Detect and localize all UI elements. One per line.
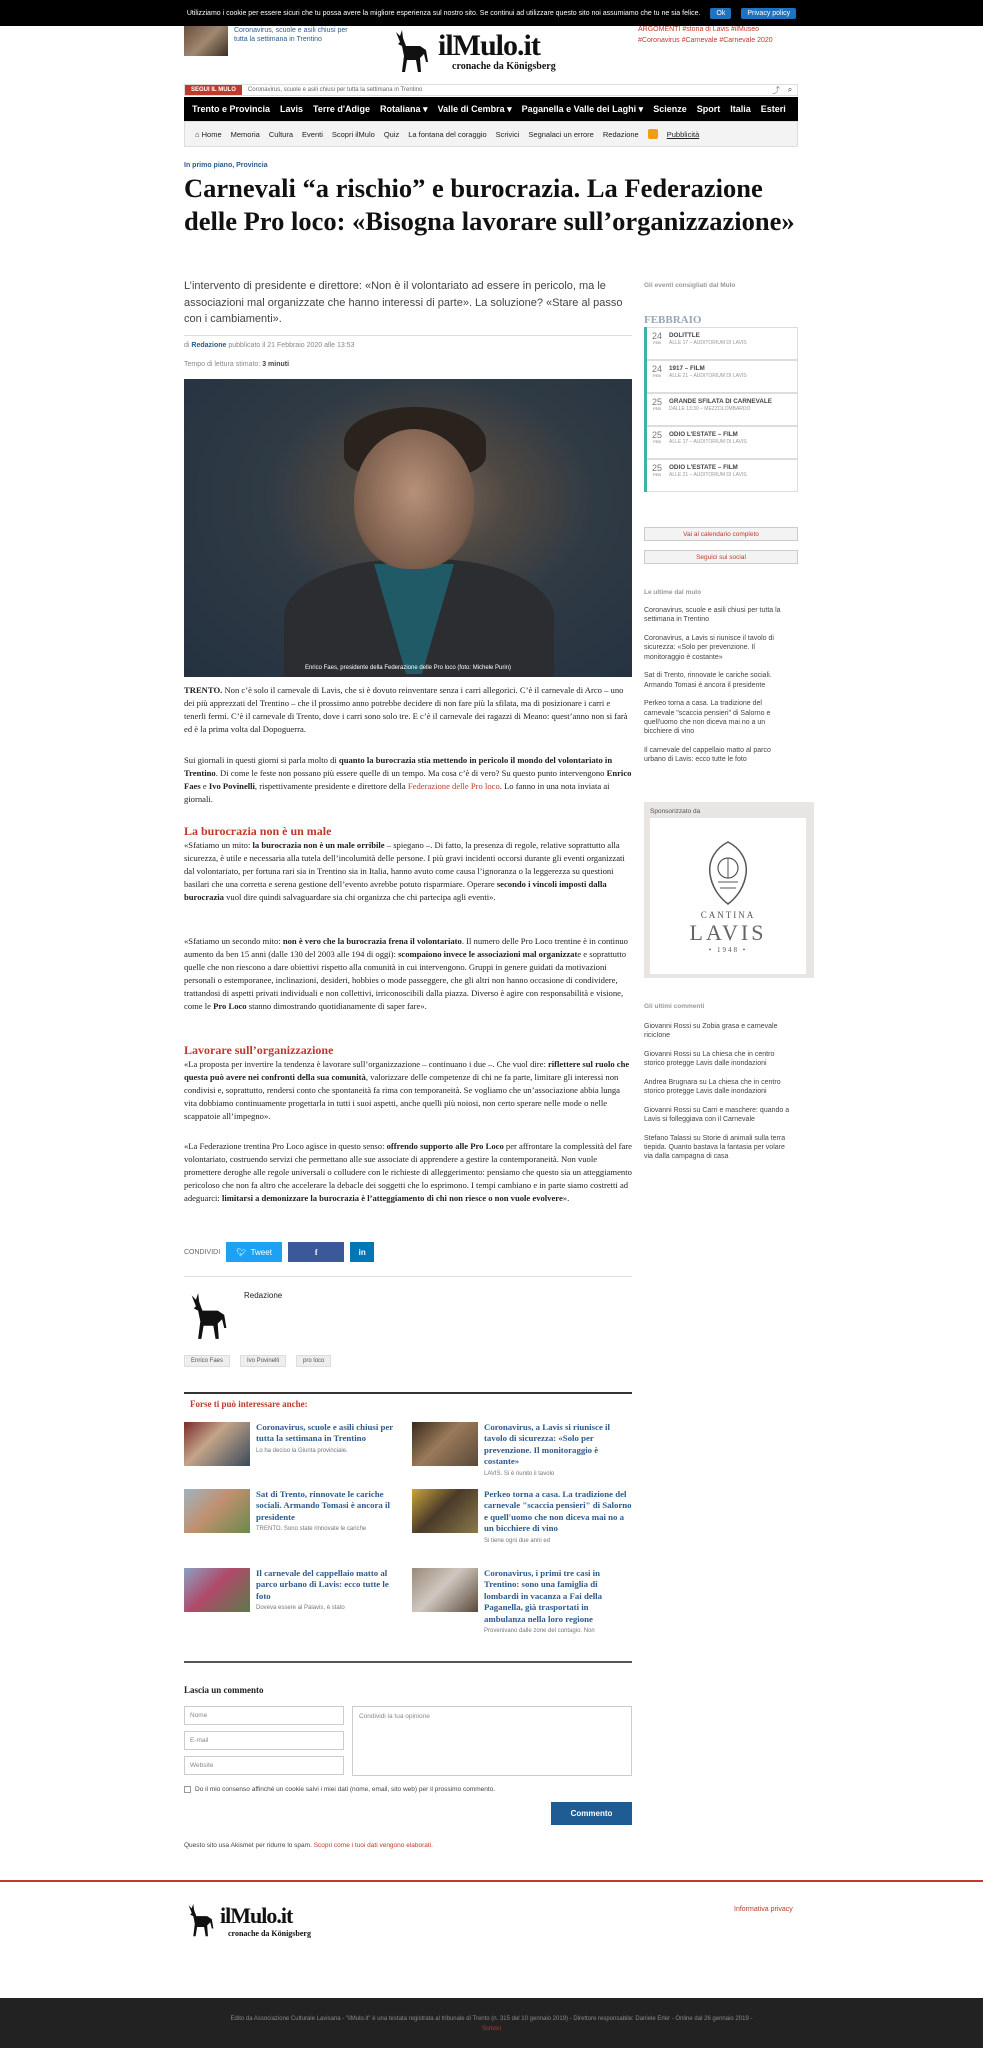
latest-item[interactable]: Coronavirus, scuole e asili chiusi per tutta la settimana in Trentino xyxy=(644,607,781,624)
arguments-label: ARGOMENTI xyxy=(638,26,681,33)
event-day: 24 xyxy=(651,331,662,341)
p4-bold-f: Pro Loco xyxy=(213,1001,247,1012)
p4-text-e: e e soprattutto quelle che non riescono a dare obiettivi rispetto alla comunità in cui intervengono. Gruppi in genere guidati da motivazioni personali o estemporanee, inclinazioni, desideri, hobbies o mode passeggere, che gli altri non hanno occasione di condividere, trattandosi di aspetti privati individuali e non collettivi, irriconoscibili dalla piazza. Diverso è agire con responsabilità e visione, come le xyxy=(184,949,627,1012)
category-breadcrumb xyxy=(184,162,268,169)
p2-bold-f: Ivo Povinelli xyxy=(208,781,255,792)
nav-item-lavis[interactable]: Lavis xyxy=(280,104,304,114)
footer-legal-text: Edito da Associazione Culturale Lavisana - "ilMulo.it" è una testata registrata al tribunale di Trento (n. 315 del 10 gennaio 2019) - Direttore responsabile: Daniele Erler - Online dal 26 gennaio 2019 - xyxy=(230,2016,753,2022)
p6-bold-d: limitarsi a demonizzare la burocrazia è l’atteggiamento di chi non riesce o non vuole evolvere xyxy=(221,1193,563,1204)
main-navigation xyxy=(184,97,798,121)
events-month: FEBBRAIO xyxy=(644,314,702,326)
event-item[interactable] xyxy=(647,393,798,426)
tweet-button[interactable] xyxy=(226,1242,282,1262)
event-month-abbr: FEB xyxy=(653,472,661,477)
tweet-label: Tweet xyxy=(250,1247,272,1257)
tag-ivo-povinelli[interactable]: Ivo Povinelli xyxy=(240,1355,286,1367)
privacy-link[interactable]: Informativa privacy xyxy=(734,1906,793,1913)
nav-item-sport[interactable]: Sport xyxy=(696,104,721,114)
sponsor-box xyxy=(644,802,814,978)
social-button[interactable]: Seguici sui social xyxy=(644,550,798,564)
p4-text-g: stanno dimostrando quotidianamente di saper fare». xyxy=(246,1001,427,1012)
footer-logo-name: ilMulo.it xyxy=(220,1902,293,1928)
event-item[interactable] xyxy=(647,459,798,492)
nav-item-esteri[interactable]: Esteri xyxy=(760,104,786,114)
recent-comment-item[interactable]: Giovanni Rossi su Carri e maschere: quando a Lavis si folleggiava con il Carnevale xyxy=(644,1106,790,1124)
photo-face-shape xyxy=(354,429,474,569)
p3-text-c: – spiegano –. Di fatto, la presenza di regole, relative soprattutto alla sicurezza, è utile e necessaria alla tutela dell’incolumità delle persone. I più gravi incidenti occorsi durante gli eventi organizzati dal volontariato, per fortuna rari sia in Trentino sia in Italia, hanno avuto come causa l’ignoranza o la leggerezza su questioni basilari che una corretta e serena gestione dell’evento avrebbe potuto risparmiare. Operare xyxy=(184,840,625,890)
pro-loco-link[interactable]: Federazione delle Pro loco xyxy=(407,781,500,792)
events-heading: Gli eventi consigliati dal Mulo xyxy=(644,282,736,289)
site-footer xyxy=(0,1880,983,1998)
latest-item[interactable]: Il carnevale del cappellaio matto al parco urbano di Lavis: ecco tutte le foto xyxy=(644,746,771,764)
latest-item[interactable]: Perkeo torna a casa. La tradizione del carnevale "scaccia pensieri" di Salorno e quell'uomo che non diceva mai no a un bicchiere di vino xyxy=(644,700,771,736)
event-day: 24 xyxy=(651,364,662,374)
footer-bottom-bar xyxy=(0,1998,983,2048)
p5-text-c: , valorizzare delle competenze di chi ne fa parte, limitare gli interessi non condivisi e, soprattutto, rendersi conto che spontaneità fa rima con temporaneità. Se vogliamo che un’associazione abbia lunga vita dobbiamo continuamente progettarla in tutti i suoi aspetti, anche quelli più noiosi, non certo sperare nelle mode o nelle scappatoie all’impegno». xyxy=(184,1072,620,1122)
sponsor-line-2: LAVIS xyxy=(689,920,767,945)
event-date xyxy=(651,365,663,378)
latest-heading: Le ultime dal mulo xyxy=(644,589,702,596)
paragraph-2 xyxy=(184,754,632,806)
category-link-primo-piano[interactable]: In primo piano, xyxy=(184,162,235,169)
event-subtitle: ALLE 17 – AUDITORIUM DI LAVIS xyxy=(669,340,747,347)
ticker-news[interactable]: Coronavirus, scuole e asili chiusi per tutta la settimana in Trentino xyxy=(247,87,423,93)
p4-text-a: «Sfatiamo un secondo mito: xyxy=(184,936,283,946)
ticker-label: SEGUI IL MULO xyxy=(185,85,242,95)
event-day: 25 xyxy=(651,463,662,473)
author-box xyxy=(184,1276,632,1336)
privacy-policy-button[interactable]: Privacy policy xyxy=(741,8,796,19)
comment-heading: Lascia un commento xyxy=(184,1685,264,1695)
event-date xyxy=(651,398,663,411)
article-meta xyxy=(184,342,354,349)
secondary-navigation xyxy=(184,121,798,147)
p2-text-c: . Di come le feste non possano più essere quelle di un tempo. Ma cosa c’è di vero? Su questo punto intervengono xyxy=(215,768,607,779)
paragraph-3 xyxy=(184,839,632,904)
sponsor-label: Sponsorizzato da xyxy=(650,808,701,815)
subnav-item-quiz[interactable]: Quiz xyxy=(383,129,400,139)
cookie-banner xyxy=(0,0,983,26)
related-title[interactable]: Coronavirus, i primi tre casi in Trentino: sono una famiglia di lombardi in vacanza a Fai della Paganella, già trasportati in ambulanza nella loro regione xyxy=(484,1568,603,1624)
news-ticker xyxy=(184,84,798,96)
related-snippet: LAVIS. Si è riunito il tavolo xyxy=(484,1470,555,1477)
paragraph-6 xyxy=(184,1140,632,1205)
p5-bold-b: riflettere sul ruolo che questa può avere nei confronti della sua comunità xyxy=(184,1059,630,1083)
related-title[interactable]: Perkeo torna a casa. La tradizione del carnevale "scaccia pensieri" di Salorno e quell'uomo che non diceva mai no a un bicchiere di vino xyxy=(484,1489,632,1534)
article-lead: L’intervento di presidente e direttore: «Non è il volontariato ad essere in pericolo, ma le associazioni mal organizzate che hanno interessi di parte». La soluzione? «Stare al passo con i cambiamenti». xyxy=(184,280,623,325)
akismet-link[interactable]: Scopri come i tuoi dati vengono elaborati. xyxy=(313,1842,433,1849)
linkedin-share-button[interactable] xyxy=(350,1242,374,1262)
arguments-tags-2[interactable]: #Coronavirus #Carnevale #Carnevale 2020 xyxy=(638,37,773,45)
event-title[interactable]: DOLITTLE xyxy=(669,332,700,339)
related-item[interactable] xyxy=(184,1489,404,1533)
logo-name: ilMulo.it xyxy=(438,28,540,62)
paragraph-1 xyxy=(184,684,632,736)
event-day: 25 xyxy=(651,397,662,407)
recent-comments-list xyxy=(644,1022,794,1171)
consent-checkbox[interactable] xyxy=(184,1786,191,1793)
author-avatar-icon xyxy=(184,1291,234,1341)
latest-item[interactable]: Sat di Trento, rinnovate le cariche sociali. Armando Tomasi è ancora il presidente xyxy=(644,672,772,689)
latest-item[interactable]: Coronavirus, a Lavis si riunisce il tavolo di sicurezza: «Solo per prevenzione. Il monitoraggio è costante» xyxy=(644,634,774,661)
dateline: TRENTO. xyxy=(184,685,223,695)
cookie-consent-checkbox-row[interactable] xyxy=(184,1786,495,1793)
category-link-provincia[interactable]: Provincia xyxy=(236,162,268,169)
related-snippet: Si tiene ogni due anni ed xyxy=(484,1537,551,1544)
submit-comment-button[interactable]: Commento xyxy=(551,1802,632,1825)
calendar-button[interactable]: Vai al calendario completo xyxy=(644,527,798,541)
paragraph-5 xyxy=(184,1058,632,1123)
author-link[interactable]: Redazione xyxy=(191,342,227,349)
related-snippet: Provenivano dalle zone del contagio. Non xyxy=(484,1628,595,1635)
related-thumbnail[interactable] xyxy=(412,1568,478,1612)
related-thumbnail[interactable] xyxy=(412,1489,478,1533)
p3-text-a: «Sfatiamo un mito: xyxy=(184,840,253,850)
photo-caption: Enrico Faes, presidente della Federazione delle Pro loco (foto: Michele Purin) xyxy=(304,665,512,671)
reading-time-value: 3 minuti xyxy=(262,361,290,368)
related-title[interactable]: Coronavirus, scuole e asili chiusi per tutta la settimana in Trentino xyxy=(256,1422,394,1444)
logo-tagline: cronache da Königsberg xyxy=(452,60,556,72)
subheading-1: La burocrazia non è un male xyxy=(184,824,332,838)
event-title[interactable]: ODIO L'ESTATE – FILM xyxy=(669,431,738,438)
related-thumbnail[interactable] xyxy=(184,1568,250,1612)
event-month-abbr: FEB xyxy=(653,340,661,345)
p6-text-c: per affrontare la complessità del fare volontariato, costruendo servizi che permettano alle sue associate di apprendere a gestire la contemporaneità. Non vuole promettere deroghe alle regole universali o colludere con le richieste di alleggerimento: pensiamo che questo sia un atteggiamento pericoloso che non fa altro che accelerare la debacle dei soggetti che lo esprimono. I tempi cambiano e in parte siamo costretti ad adeguarci: xyxy=(184,1141,632,1204)
event-month-abbr: FEB xyxy=(653,439,661,444)
subnav-item-fontana[interactable]: La fontana del coraggio xyxy=(408,129,487,139)
event-title[interactable]: 1917 – FILM xyxy=(669,365,705,372)
comment-name-input[interactable]: Nome xyxy=(184,1706,344,1725)
sponsor-line-3: • 1948 • xyxy=(708,946,748,954)
comments-heading: Gli ultimi commenti xyxy=(644,1003,705,1010)
facebook-icon: f xyxy=(314,1247,318,1257)
author-box-name[interactable]: Redazione xyxy=(244,1291,283,1300)
nav-item-rotaliana[interactable]: Rotaliana ▾ xyxy=(380,103,428,114)
tag-enrico-faes[interactable]: Enrico Faes xyxy=(184,1355,230,1367)
related-thumbnail[interactable] xyxy=(184,1489,250,1533)
nav-item-trento[interactable]: Trento e Provincia xyxy=(192,104,271,114)
related-thumbnail[interactable] xyxy=(184,1422,250,1466)
subnav-item-errore[interactable]: Segnalaci un errore xyxy=(528,129,594,139)
arguments-box xyxy=(638,24,798,46)
top-news-link[interactable]: Coronavirus, scuole e asili chiusi per tutta la settimana in Trentino xyxy=(234,27,348,44)
p5-text-a: «La proposta per invertire la tendenza è lavorare sull’organizzazione – continuano i due –. Che vuol dire: xyxy=(184,1059,548,1069)
p4-bold-b: non è vero che la burocrazia frena il volontariato xyxy=(282,936,462,946)
related-title[interactable]: Il carnevale del cappellaio matto al parco urbano di Lavis: ecco tutte le foto xyxy=(256,1568,389,1601)
cookie-text: Utilizziamo i cookie per essere sicuri che tu possa avere la migliore esperienza sul nostro sito. Se continui ad utilizzare questo sito noi assumiamo che tu ne sia felice. xyxy=(186,9,701,17)
related-divider xyxy=(184,1392,632,1394)
cookie-ok-button[interactable]: Ok xyxy=(710,8,731,19)
rss-icon[interactable] xyxy=(648,129,658,139)
event-date xyxy=(651,332,663,345)
p6-text-e: ». xyxy=(562,1193,570,1204)
subnav-item-cultura[interactable]: Cultura xyxy=(268,129,294,139)
cantina-crest-icon xyxy=(698,838,758,908)
divider xyxy=(184,335,632,336)
nav-item-cembra[interactable]: Valle di Cembra ▾ xyxy=(437,103,512,114)
akismet-text: Questo sito usa Akismet per ridurre lo spam. xyxy=(184,1842,314,1849)
publish-date: pubblicato il 21 Febbraio 2020 alle 13:53 xyxy=(228,342,355,349)
subnav-item-pubblicita[interactable]: Pubblicità xyxy=(666,129,700,139)
linkedin-icon: in xyxy=(358,1247,366,1257)
subnav-home-label: Home xyxy=(201,129,222,139)
subnav-item-home[interactable] xyxy=(195,130,222,139)
recent-comment-item[interactable]: Andrea Brugnara su La chiesa che in centro storico protegge Lavis dalle inondazioni xyxy=(644,1078,781,1096)
events-list xyxy=(644,327,798,492)
twitter-icon: 🐦︎ xyxy=(236,1247,247,1257)
p3-bold-b: la burocrazia non è un male orribile xyxy=(252,840,385,850)
subnav-item-memoria[interactable]: Memoria xyxy=(230,129,260,139)
p6-bold-b: offrendo supporto alle Pro Loco xyxy=(386,1141,504,1151)
event-subtitle: ALLE 17 – AUDITORIUM DI LAVIS xyxy=(669,439,747,446)
related-heading: Forse ti può interessare anche: xyxy=(190,1399,308,1409)
comment-divider xyxy=(184,1661,632,1663)
related-thumbnail[interactable] xyxy=(412,1422,478,1466)
event-subtitle: ALLE 21 – AUDITORIUM DI LAVIS xyxy=(669,373,747,380)
p2-bold-b: quanto la burocrazia stia mettendo in pericolo il mondo del volontariato in Trentino xyxy=(184,755,613,779)
byline-prefix: di xyxy=(184,342,190,349)
nav-item-paganella[interactable]: Paganella e Valle dei Laghi ▾ xyxy=(521,103,644,114)
recent-comment-item[interactable]: Stefano Talassi su Storie di animali sulla terra tiepida. Quanto bastava la fantasia per volare via dalla campagna di casa xyxy=(644,1134,786,1161)
sponsor-line-1: CANTINA xyxy=(700,910,756,920)
related-title[interactable]: Coronavirus, a Lavis si riunisce il tavolo di sicurezza: «Solo per prevenzione. Il monitoraggio è costante» xyxy=(484,1422,610,1467)
p2-text-e: e xyxy=(200,781,209,792)
recent-comment-item[interactable]: Giovanni Rossi su La chiesa che in centro storico protegge Lavis dalle inondazioni xyxy=(644,1050,775,1068)
related-snippet: Doveva essere al Palavis, è stato xyxy=(256,1605,345,1612)
related-item[interactable] xyxy=(412,1489,632,1544)
related-snippet: TRENTO. Sono state rinnovate le cariche xyxy=(256,1526,367,1533)
event-item[interactable] xyxy=(647,327,798,360)
search-icon[interactable]: ⌕ xyxy=(787,85,793,94)
event-month-abbr: FEB xyxy=(653,373,661,378)
p2-bold-d: Enrico Faes xyxy=(184,768,632,792)
footer-logo-tagline: cronache da Königsberg xyxy=(228,1928,311,1938)
mule-logo-icon xyxy=(390,28,434,74)
site-logo[interactable] xyxy=(390,27,602,75)
footer-mule-icon xyxy=(184,1902,218,1938)
latest-list xyxy=(644,606,794,774)
p4-bold-d: scompaiono invece le associazioni mal organizzat xyxy=(398,949,578,960)
event-day: 25 xyxy=(651,430,662,440)
sponsor-logo[interactable] xyxy=(650,818,806,974)
related-title[interactable]: Sat di Trento, rinnovate le cariche sociali. Armando Tomasi è ancora il presidente xyxy=(256,1489,390,1522)
subnav-item-scopri[interactable]: Scopri ilMulo xyxy=(331,129,375,139)
event-item[interactable] xyxy=(647,360,798,393)
footer-scrivici-link[interactable]: Scrivici xyxy=(482,2026,501,2033)
paragraph-1-text: Non c’è solo il carnevale di Lavis, che si è dovuto reinventare senza i carri allegorici. C’è il carnevale di Arco – uno dei più apprezzati del Trentino – che il prossimo anno potrebbe decidere di non fare più la sfilata, ma di posizionare i carri e tenerli fermi. C’è il carnevale di Trento, dove i carri sono solo tre. E c’è il carnevale dei ragazzi di Meano: quest’anno non si farà ed è la prima volta dal Dopoguerra. xyxy=(184,685,628,735)
p2-text-g: , rispettivamente presidente e direttore della xyxy=(254,781,408,792)
event-title[interactable]: ODIO L'ESTATE – FILM xyxy=(669,464,738,471)
comment-textarea[interactable]: Condividi la tua opinione xyxy=(352,1706,632,1776)
recent-comment-item[interactable]: Giovanni Rossi su Zobia grasa e carnevale ricicIone xyxy=(644,1023,778,1040)
event-date xyxy=(651,464,663,477)
reading-time xyxy=(184,361,289,368)
event-month-abbr: FEB xyxy=(653,406,661,411)
footer-logo[interactable] xyxy=(184,1902,311,1938)
comment-email-input[interactable]: E-mail xyxy=(184,1731,344,1750)
paragraph-4 xyxy=(184,935,632,1013)
share-label: CONDIVIDI xyxy=(184,1248,221,1256)
subnav-item-redazione[interactable]: Redazione xyxy=(602,129,639,139)
share-icon[interactable]: ⤴ xyxy=(772,85,780,95)
p2-text-i: . Lo fanno in una nota inviata ai giornali. xyxy=(184,781,610,805)
p3-text-e: vuol dire quindi salvaguardare sia chi organizza che chi partecipa agli eventi». xyxy=(223,892,496,903)
home-icon: ⌂ xyxy=(195,129,200,139)
related-item[interactable] xyxy=(412,1422,632,1477)
nav-item-terre-adige[interactable]: Terre d'Adige xyxy=(313,104,371,114)
consent-label: Do il mio consenso affinché un cookie salvi i miei dati (nome, email, sito web) per il prossimo commento. xyxy=(195,1786,496,1793)
related-item[interactable] xyxy=(184,1422,404,1466)
nav-item-italia[interactable]: Italia xyxy=(730,104,751,114)
event-date xyxy=(651,431,663,444)
comment-website-input[interactable]: Website xyxy=(184,1756,344,1775)
sidebar xyxy=(644,282,798,289)
akismet-notice xyxy=(184,1842,433,1849)
nav-item-scienze[interactable]: Scienze xyxy=(653,104,687,114)
subnav-item-eventi[interactable]: Eventi xyxy=(302,129,323,139)
p2-text-a: Sui giornali in questi giorni si parla molto di xyxy=(184,755,339,765)
p4-text-c: . Il numero delle Pro Loco trentine è in continuo aumento da ben 15 anni (dalle 130 del 2003 alle 194 di oggi): xyxy=(184,936,628,960)
arguments-tags[interactable]: #storia di Lavis #ilMuseo xyxy=(682,26,759,33)
p6-text-a: «La Federazione trentina Pro Loco agisce in questo senso: xyxy=(184,1141,387,1151)
article-title: Carnevali “a rischio” e burocrazia. La Federazione delle Pro loco: «Bisogna lavorare sull’organizzazione» xyxy=(184,173,795,236)
reading-time-label: Tempo di lettura stimato: xyxy=(184,361,261,368)
p3-bold-d: secondo i vincoli imposti dalla burocrazia xyxy=(184,879,607,903)
event-item[interactable] xyxy=(647,426,798,459)
subheading-2: Lavorare sull’organizzazione xyxy=(184,1043,334,1057)
tag-pro-loco[interactable]: pro loco xyxy=(296,1355,331,1367)
header-top-news[interactable] xyxy=(184,26,364,56)
facebook-share-button[interactable] xyxy=(288,1242,344,1262)
event-title[interactable]: GRANDE SFILATA DI CARNEVALE xyxy=(669,398,772,405)
related-snippet: Lo ha deciso la Giunta provinciale. xyxy=(256,1447,348,1454)
related-item[interactable] xyxy=(184,1568,404,1612)
article-photo xyxy=(184,379,632,677)
top-news-thumbnail[interactable] xyxy=(184,26,228,56)
event-subtitle: ALLE 21 – AUDITORIUM DI LAVIS xyxy=(669,472,747,479)
tag-list xyxy=(184,1355,331,1367)
share-bar xyxy=(184,1242,374,1262)
related-item[interactable] xyxy=(412,1568,632,1634)
event-subtitle: DALLE 13:30 – MEZZOLOMBARDO xyxy=(669,406,751,413)
subnav-item-scrivici[interactable]: Scrivici xyxy=(495,129,520,139)
